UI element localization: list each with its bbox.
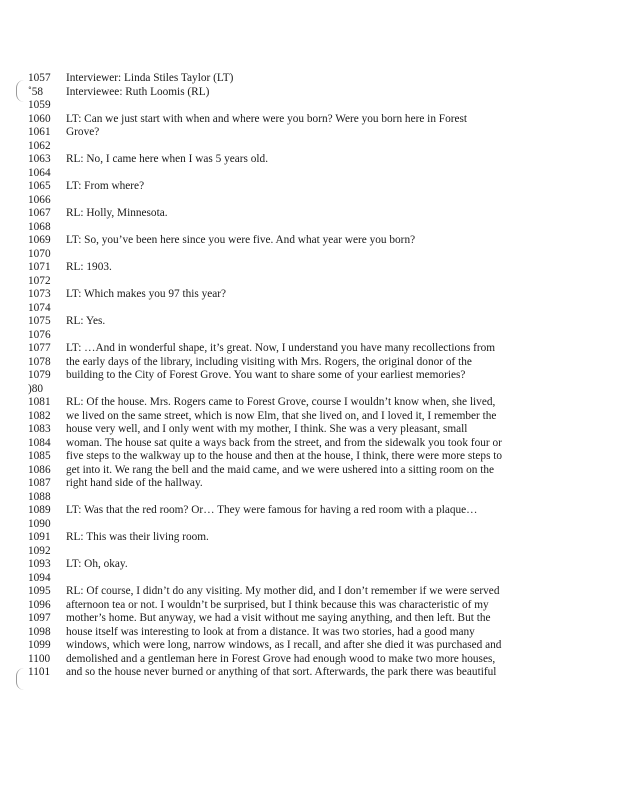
line-number: 1071	[28, 261, 51, 273]
line-number: 1062	[28, 139, 51, 152]
transcript-line	[28, 221, 608, 235]
transcript-line	[28, 248, 608, 262]
transcript-line	[28, 504, 608, 518]
transcript-line	[28, 180, 608, 194]
transcript-line	[28, 396, 608, 410]
line-number: 1096	[28, 598, 51, 611]
line-number: 1098	[28, 625, 51, 638]
transcript-line	[28, 653, 608, 667]
line-text: five steps to the walkway up to the house and then at the house, I think, there were more steps to	[66, 450, 503, 462]
line-number: )80	[28, 382, 44, 395]
line-text: the early days of the library, including visiting with Mrs. Rogers, the original donor of the	[66, 355, 472, 368]
transcript-body	[28, 72, 608, 680]
transcript-line	[28, 356, 608, 370]
line-number: 1063	[28, 153, 51, 165]
binding-hole-mark-bottom	[16, 668, 25, 690]
transcript-line	[28, 153, 608, 167]
line-text: house very well, and I only went with my mother, I think. She was a very pleasant, small	[66, 423, 468, 435]
transcript-line	[28, 140, 608, 154]
line-number: 1076	[28, 328, 51, 341]
line-number: 1075	[28, 315, 51, 327]
line-text: mother’s home. But anyway, we had a visit without me saying anything, and then left. But the	[66, 612, 491, 624]
line-number: 1068	[28, 220, 51, 233]
line-number: 1081	[28, 396, 51, 408]
transcript-line	[28, 585, 608, 599]
line-number: 1086	[28, 463, 51, 476]
line-number: 1074	[28, 301, 51, 314]
transcript-line	[28, 302, 608, 316]
transcript-line	[28, 437, 608, 451]
transcript-line	[28, 410, 608, 424]
line-number: 1097	[28, 612, 51, 624]
line-text: RL: This was their living room.	[66, 531, 209, 543]
line-number: 1089	[28, 504, 51, 516]
transcript-line	[28, 383, 608, 397]
transcript-line	[28, 626, 608, 640]
line-number: 1083	[28, 423, 51, 435]
line-number: 1064	[28, 166, 51, 179]
transcript-line	[28, 612, 608, 626]
line-number: 1084	[28, 436, 51, 449]
transcript-line	[28, 234, 608, 248]
line-number: 1069	[28, 234, 51, 246]
line-text: LT: So, you’ve been here since you were five. And what year were you born?	[66, 234, 416, 246]
transcript-line	[28, 464, 608, 478]
line-text: house itself was interesting to look at from a distance. It was two stories, had a good many	[66, 625, 475, 638]
transcript-line	[28, 477, 608, 491]
line-text: RL: No, I came here when I was 5 years old.	[66, 153, 269, 165]
line-number: ˚58	[28, 85, 44, 98]
transcript-line	[28, 72, 608, 86]
line-text: we lived on the same street, which is now Elm, that she lived on, and I loved it, I remember the	[66, 409, 497, 422]
line-number: 1077	[28, 342, 51, 354]
transcript-line	[28, 342, 608, 356]
line-number: 1101	[28, 666, 51, 678]
transcript-line	[28, 329, 608, 343]
transcript-line	[28, 126, 608, 140]
line-text: and so the house never burned or anything of that sort. Afterwards, the park there was beautiful	[66, 666, 497, 678]
line-number: 1061	[28, 126, 51, 138]
transcript-line	[28, 261, 608, 275]
line-number: 1067	[28, 207, 51, 219]
line-number: 1073	[28, 288, 51, 300]
line-number: 1088	[28, 490, 51, 503]
line-text: demolished and a gentleman here in Forest Grove had enough wood to make two more houses,	[66, 652, 496, 665]
line-number: 1078	[28, 355, 51, 368]
transcript-line	[28, 167, 608, 181]
transcript-line	[28, 423, 608, 437]
line-text: get into it. We rang the bell and the maid came, and we were ushered into a sitting room on the	[66, 463, 495, 476]
transcript-line	[28, 450, 608, 464]
line-number: 1090	[28, 517, 51, 530]
transcript-line	[28, 639, 608, 653]
transcript-line	[28, 531, 608, 545]
line-number: 1079	[28, 369, 51, 381]
line-text: LT: Oh, okay.	[66, 558, 128, 570]
line-number: 1100	[28, 652, 51, 665]
line-number: 1065	[28, 180, 51, 192]
line-number: 1085	[28, 450, 51, 462]
transcript-line	[28, 369, 608, 383]
line-text: LT: From where?	[66, 180, 145, 192]
line-number: 1092	[28, 544, 51, 557]
line-text: RL: Of course, I didn’t do any visiting. My mother did, and I don’t remember if we were served	[66, 585, 500, 597]
line-number: 1093	[28, 558, 51, 570]
line-number: 1057	[28, 72, 51, 84]
line-text: woman. The house sat quite a ways back from the street, and from the sidewalk you took four or	[66, 436, 502, 449]
transcript-line	[28, 315, 608, 329]
line-text: RL: Holly, Minnesota.	[66, 207, 168, 219]
transcript-line	[28, 99, 608, 113]
transcript-line	[28, 288, 608, 302]
line-text: Grove?	[66, 126, 100, 138]
line-number: 1059	[28, 99, 51, 111]
line-number: 1099	[28, 639, 51, 651]
line-text: Interviewee: Ruth Loomis (RL)	[66, 85, 210, 98]
transcript-line	[28, 666, 608, 680]
transcript-line	[28, 558, 608, 572]
line-text: windows, which were long, narrow windows, as I recall, and after she died it was purchased and	[66, 639, 502, 651]
line-number: 1087	[28, 477, 51, 489]
line-text: LT: Which makes you 97 this year?	[66, 288, 227, 300]
transcript-line	[28, 113, 608, 127]
line-text: building to the City of Forest Grove. You want to share some of your earliest memories?	[66, 369, 466, 381]
line-number: 1095	[28, 585, 51, 597]
line-text: RL: 1903.	[66, 261, 112, 273]
line-text: LT: …And in wonderful shape, it’s great. Now, I understand you have many recollections from	[66, 342, 496, 354]
transcript-line	[28, 599, 608, 613]
line-number: 1082	[28, 409, 51, 422]
transcript-line	[28, 545, 608, 559]
line-text: LT: Can we just start with when and where were you born? Were you born here in Forest	[66, 112, 468, 125]
line-number: 1066	[28, 193, 51, 206]
transcript-line	[28, 491, 608, 505]
line-text: RL: Yes.	[66, 315, 106, 327]
line-number: 1072	[28, 274, 51, 287]
line-number: 1060	[28, 112, 51, 125]
transcript-line	[28, 518, 608, 532]
line-number: 1094	[28, 571, 51, 584]
transcript-line	[28, 572, 608, 586]
line-number: 1070	[28, 247, 51, 260]
transcript-line	[28, 86, 608, 100]
transcript-line	[28, 207, 608, 221]
line-number: 1091	[28, 531, 51, 543]
transcript-line	[28, 194, 608, 208]
line-text: right hand side of the hallway.	[66, 477, 203, 489]
transcript-line	[28, 275, 608, 289]
binding-hole-mark-top	[16, 80, 25, 102]
line-text: afternoon tea or not. I wouldn’t be surprised, but I think because this was characteristic of my	[66, 598, 489, 611]
line-text: RL: Of the house. Mrs. Rogers came to Forest Grove, course I wouldn’t know when, she lived,	[66, 396, 496, 408]
line-text: Interviewer: Linda Stiles Taylor (LT)	[66, 72, 234, 84]
line-text: LT: Was that the red room? Or… They were famous for having a red room with a plaque…	[66, 504, 478, 516]
